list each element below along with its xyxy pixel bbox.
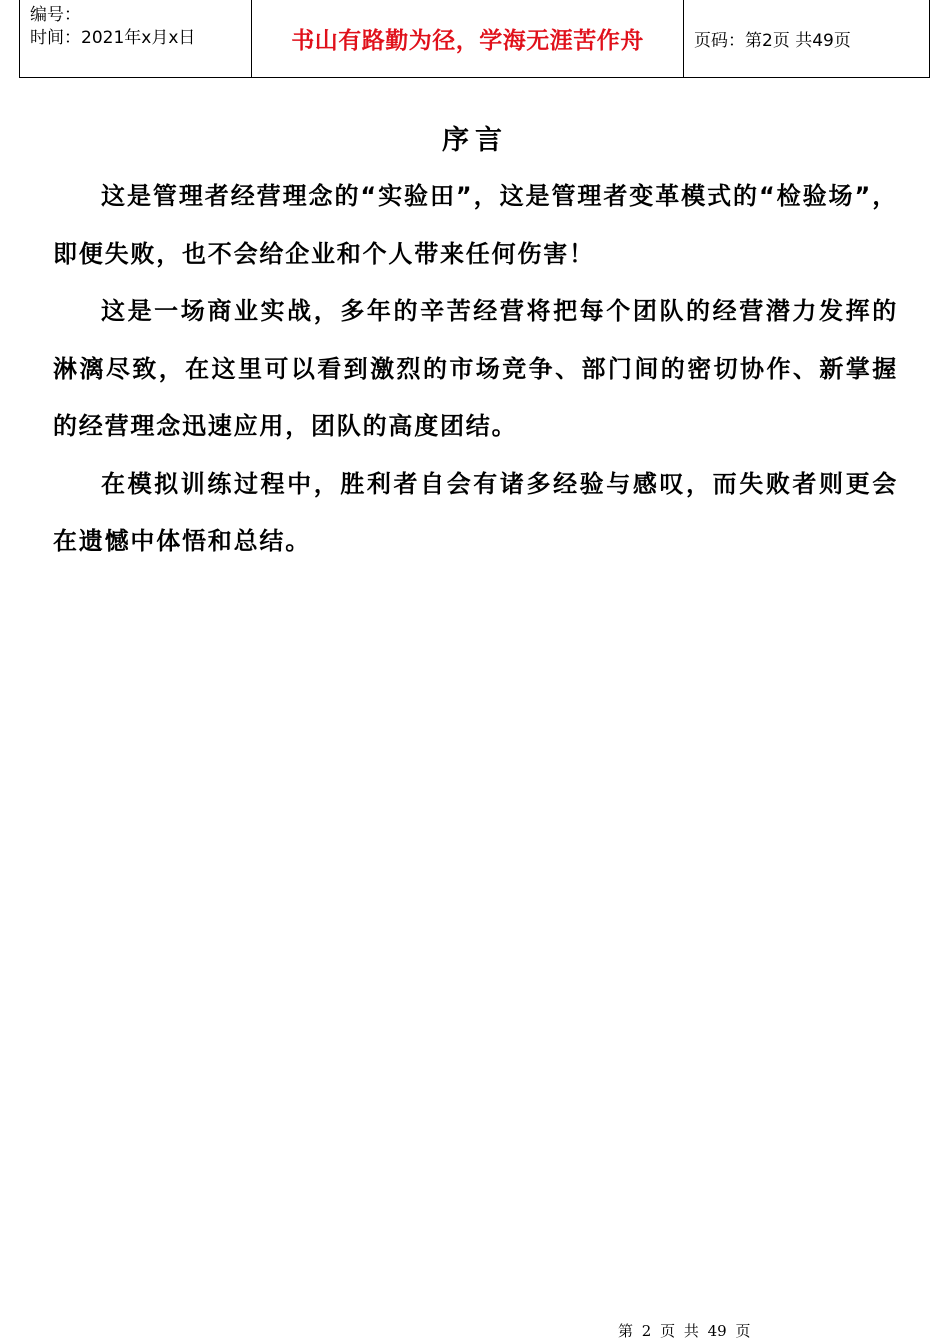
- header-meta: [20, 0, 252, 77]
- time-label: 时间：2021年x月x日: [30, 28, 196, 48]
- document-body: [53, 168, 898, 571]
- header-page-info: 页码：第2页 共49页: [694, 31, 851, 51]
- document-title: 序言: [442, 125, 508, 156]
- footer-page-number: 第 2 页 共 49 页: [618, 1322, 751, 1340]
- header-motto: 书山有路勤为径，学海无涯苦作舟: [252, 0, 684, 77]
- paragraph-3: 在模拟训练过程中，胜利者自会有诸多经验与感叹，而失败者则更会在遗憾中体悟和总结。: [53, 469, 898, 555]
- paragraph-2: 这是一场商业实战，多年的辛苦经营将把每个团队的经营潜力发挥的淋漓尽致，在这里可以看到激烈的市场竞争、部门间的密切协作、新掌握的经营理念迅速应用，团队的高度团结。: [53, 297, 898, 440]
- serial-label: 编号：: [30, 5, 81, 25]
- paragraph-1: 这是管理者经营理念的“实验田”，这是管理者变革模式的“检验场”，即便失败，也不会给企业和个人带来任何伤害！: [53, 182, 898, 268]
- page-header: [19, 0, 930, 78]
